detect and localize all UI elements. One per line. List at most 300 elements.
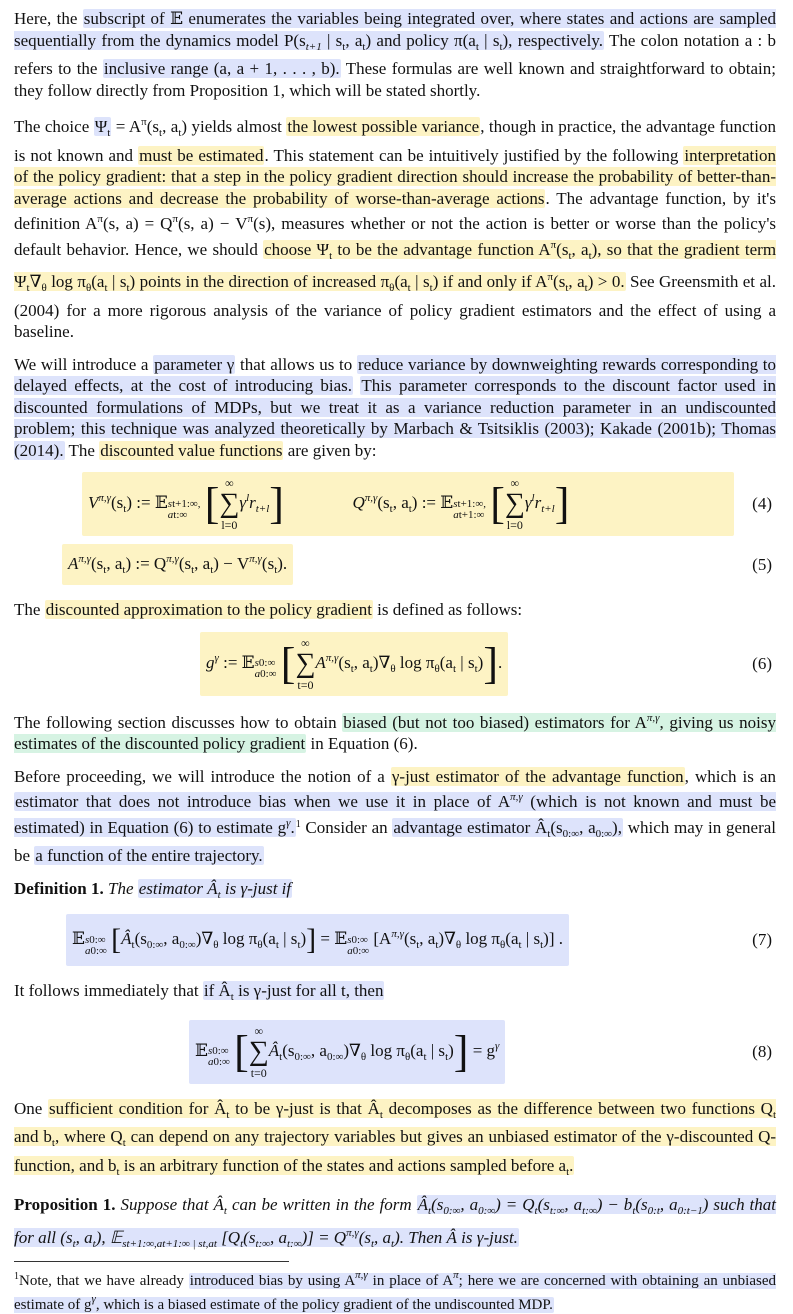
- text-run: [: [111, 923, 122, 956]
- text-run: 0:∞: [89, 933, 106, 946]
- footnote-marker[interactable]: 1: [295, 818, 301, 830]
- text-run: , a: [460, 1195, 479, 1214]
- text-run: g: [206, 652, 215, 672]
- text-run: )∇: [372, 652, 391, 672]
- text-run: (which is not known and must be estimated) in Equation (6) to estimate g: [14, 792, 776, 837]
- definition-1: [14, 878, 776, 907]
- text-run: and b: [14, 1127, 52, 1146]
- text-run: t: [370, 1237, 375, 1250]
- text-run: ]: [483, 638, 498, 688]
- text-run: t: [26, 282, 30, 294]
- text-run: (s: [91, 554, 104, 573]
- text-run: [347, 935, 369, 957]
- text-run: π,γ: [391, 927, 404, 940]
- text-run: , a: [353, 652, 370, 672]
- text-run: We will introduce a: [14, 354, 154, 374]
- text-run: (s: [431, 1195, 444, 1214]
- text-run: t: [104, 282, 108, 294]
- text-run: t: [123, 502, 127, 515]
- text-run: (s, a) − V: [178, 214, 248, 233]
- text-run: (a: [439, 652, 453, 672]
- text-run: ) := 𝔼: [411, 492, 454, 512]
- text-run: (s: [553, 272, 566, 291]
- text-run: ∑: [248, 1035, 269, 1067]
- text-run: t: [226, 1108, 230, 1121]
- text-run: [: [280, 638, 296, 688]
- text-run: [208, 1046, 230, 1068]
- highlight[interactable]: parameter γ: [154, 354, 235, 374]
- text-run: . The advantage function, by it's definition A: [14, 188, 776, 233]
- text-run: t:∞: [173, 508, 188, 521]
- text-run: The choice: [14, 117, 94, 136]
- highlight[interactable]: [392, 817, 623, 840]
- text-run: | s: [456, 652, 475, 672]
- text-run: t: [475, 40, 479, 53]
- text-run: The: [14, 600, 45, 619]
- text-run: 0:∞: [326, 1050, 344, 1063]
- equation-highlight[interactable]: [200, 632, 508, 696]
- text-run: π,γ: [78, 553, 91, 565]
- text-run: introduced bias by using A: [189, 1273, 356, 1289]
- text-run: Q: [352, 492, 365, 512]
- text-run: .: [290, 817, 295, 837]
- proposition-1: [14, 1194, 776, 1255]
- text-run: estimator that does not introduce bias when we use it in place of A: [15, 792, 511, 811]
- paper-page: [14, 8, 776, 1314]
- text-run: 0:∞: [212, 1045, 229, 1058]
- text-run: 0:∞: [90, 944, 107, 957]
- text-run: Suppose that Â: [115, 1195, 224, 1214]
- text-run: is defined as follows:: [372, 600, 523, 619]
- highlight[interactable]: the lowest possible variance: [287, 117, 480, 136]
- text-run: θ: [257, 938, 263, 951]
- text-run: ): [448, 1040, 454, 1060]
- text-run: s: [254, 657, 259, 670]
- text-run: is γ-just for all t, then: [233, 981, 384, 1000]
- text-run: = g: [468, 1040, 496, 1060]
- equation-number: (7): [752, 930, 772, 949]
- text-run: | s: [410, 272, 430, 291]
- text-run: r: [534, 492, 542, 512]
- text-run: t: [547, 827, 551, 840]
- text-run: t: [474, 662, 478, 675]
- text-run: (a: [91, 272, 105, 291]
- text-run: Note, that we have already: [19, 1273, 189, 1289]
- text-run: )∇: [343, 1040, 361, 1060]
- text-run: t=0: [250, 1065, 267, 1080]
- text-run: t: [632, 1205, 636, 1217]
- text-run: t: [391, 1237, 395, 1250]
- text-run: .: [497, 652, 503, 672]
- highlight[interactable]: [203, 981, 385, 1003]
- text-run: ), respectively.: [502, 30, 603, 50]
- text-run: π: [453, 1269, 459, 1281]
- paragraph-gamma: [14, 354, 776, 462]
- text-run: log π: [46, 272, 86, 291]
- text-run: Â: [417, 1195, 429, 1214]
- text-run: t: [342, 40, 346, 53]
- text-run: , a: [564, 1195, 583, 1214]
- text-run: 0:∞: [478, 1205, 496, 1217]
- text-run: = 𝔼: [316, 928, 348, 948]
- text-run: t: [279, 1050, 283, 1063]
- text-run: π: [247, 213, 254, 225]
- text-run: t: [116, 1165, 120, 1178]
- text-run: is an arbitrary function of the states and actions sampled before a: [119, 1155, 567, 1175]
- text-run: t: [223, 1205, 227, 1217]
- text-run: biased (but not too biased) estimators for A: [343, 712, 647, 732]
- text-run: [: [490, 479, 505, 528]
- text-run: π,γ: [646, 711, 660, 724]
- text-run: t: [416, 938, 420, 951]
- text-run: t: [534, 1205, 538, 1217]
- text-run: 0:∞: [352, 944, 370, 957]
- equation-number: (4): [752, 494, 772, 513]
- text-run: ),: [612, 817, 622, 837]
- text-run: (s: [556, 239, 569, 259]
- text-run: t: [297, 938, 301, 951]
- highlight[interactable]: interpretation of the policy gradient: that a step in the policy gradient direction should increase the probability of better-than-average actions and decrease the probability of worse-than-average actions: [14, 145, 776, 208]
- highlight[interactable]: This parameter corresponds to the discount factor used in discounted formulations of MDPs, but we treat it as a variance reduction parameter in an undiscounted problem; this technique was analyzed theoretically by Marbach & Tsitsiklis (2003); Kakade (2001b); Thomas (2014).: [14, 376, 777, 460]
- text-run: The: [64, 440, 100, 460]
- text-run: γ: [91, 1293, 96, 1305]
- text-run: , a: [659, 1195, 678, 1214]
- text-run: .: [569, 1155, 574, 1175]
- text-run: t: [240, 1237, 244, 1250]
- text-run: Â: [268, 1040, 280, 1060]
- text-run: (s: [146, 117, 159, 136]
- highlight[interactable]: a function of the entire trajectory.: [35, 846, 263, 865]
- text-run: t: [107, 127, 111, 139]
- text-run: | s: [189, 1237, 203, 1250]
- text-run: γ: [239, 492, 247, 512]
- paragraph-discounted-approx: [14, 599, 776, 621]
- text-run: t: [499, 40, 503, 53]
- text-run: t: [72, 1237, 76, 1250]
- highlight[interactable]: [94, 117, 112, 139]
- text-run: 0:t−1: [677, 1205, 703, 1217]
- text-run: V: [88, 492, 99, 512]
- text-run: Proposition 1.: [14, 1195, 116, 1214]
- text-run: l: [246, 491, 250, 504]
- text-run: , which is a biased estimate of the policy gradient of the undiscounted MDP.: [95, 1297, 553, 1313]
- text-run: t: [407, 282, 411, 294]
- text-run: (a: [394, 272, 408, 291]
- text-run: t+1:∞: [162, 1237, 190, 1250]
- text-run: to be the advantage function A: [332, 239, 551, 259]
- equation-highlight[interactable]: [189, 1020, 505, 1084]
- text-run: π,γ: [346, 1226, 359, 1239]
- text-run: t: [423, 1050, 427, 1063]
- text-run: , a: [568, 272, 585, 291]
- text-run: = A: [111, 117, 142, 136]
- text-run: | s: [521, 928, 541, 948]
- text-run: 0:∞: [179, 938, 196, 951]
- equation-highlight[interactable]: [82, 472, 734, 536]
- text-run: ∇: [29, 272, 42, 291]
- text-run: Consider an: [300, 817, 393, 837]
- text-run: t: [588, 249, 592, 262]
- text-run: , a: [162, 117, 179, 136]
- text-run: ]: [269, 479, 284, 528]
- text-run: t: [369, 662, 373, 675]
- text-run: log π: [366, 1040, 405, 1060]
- highlight[interactable]: γ-just estimator of the advantage function: [391, 766, 684, 786]
- text-run: (s: [282, 1040, 295, 1060]
- text-run: t: [159, 127, 163, 139]
- text-run: t+1:∞: [458, 508, 485, 521]
- text-run: , a: [106, 554, 123, 573]
- text-run: ): [300, 928, 307, 948]
- text-run: θ: [85, 282, 92, 294]
- text-run: (s: [261, 554, 275, 573]
- equation-highlight[interactable]: [62, 544, 293, 585]
- text-run: t:∞: [549, 1205, 565, 1217]
- text-run: [A: [373, 928, 392, 948]
- text-run: ]: [554, 479, 570, 528]
- text-run: t+1: [305, 40, 322, 53]
- text-run: , though in practice, the advantage function is not known and: [14, 117, 776, 165]
- text-run: (s: [550, 817, 563, 837]
- text-run: t: [274, 564, 278, 576]
- text-run: . This statement can be intuitively justified by the following: [264, 145, 684, 165]
- text-run: t: [103, 564, 107, 576]
- text-run: ∑: [219, 488, 240, 519]
- text-run: s: [453, 497, 458, 510]
- highlight[interactable]: must be estimated: [139, 145, 264, 165]
- text-run: 𝔼: [195, 1040, 208, 1060]
- text-run: decomposes as the difference between two functions Q: [382, 1098, 773, 1118]
- text-run: [Q: [216, 1227, 241, 1247]
- text-run: π: [550, 238, 557, 251]
- text-run: γ: [495, 1039, 500, 1052]
- text-run: t: [217, 888, 221, 901]
- text-run: l=0: [506, 518, 523, 532]
- text-run: ) − V: [213, 554, 250, 573]
- text-run: )] .: [543, 928, 563, 948]
- text-run: Before proceeding, we will introduce the notion of a: [14, 766, 391, 786]
- text-run: ∞: [510, 476, 520, 490]
- text-run: π,γ: [355, 1269, 368, 1281]
- text-run: 𝔼: [72, 928, 85, 948]
- text-run: [255, 658, 277, 680]
- text-run: ): [477, 652, 484, 672]
- text-run: π,γ: [364, 491, 378, 504]
- text: These formulas are well known and straightforward to obtain; they follow directly from Proposition 1, which will be stated shortly.: [14, 59, 776, 100]
- text-run: t+l: [255, 502, 270, 515]
- text-run: t:∞: [287, 1237, 302, 1250]
- text-run: θ: [455, 938, 462, 951]
- text-run: sufficient condition for Â: [49, 1098, 227, 1118]
- text-run: ∑: [295, 647, 316, 679]
- text: The colon notation a : b refers to the: [14, 30, 777, 78]
- equation-number: (6): [752, 653, 772, 673]
- text-run: θ: [41, 282, 47, 294]
- text-run: t: [178, 127, 182, 139]
- text-run: 0:∞: [294, 1050, 311, 1063]
- text-run: ∞: [254, 1023, 264, 1038]
- text-run: t: [329, 249, 333, 262]
- text-run: θ: [390, 662, 396, 675]
- text-run: t: [131, 938, 135, 951]
- text-run: π,γ: [166, 553, 179, 565]
- text-run: ). Then Â is γ-just.: [394, 1227, 518, 1247]
- equation-number: (8): [752, 1041, 772, 1061]
- text-run: s: [207, 1045, 213, 1058]
- text-run: | s: [321, 30, 343, 50]
- text-run: l: [531, 491, 535, 504]
- text-run: 0:∞: [146, 938, 164, 951]
- equation-6: [14, 632, 776, 696]
- text-run: γ: [286, 816, 291, 829]
- text-run: (s: [111, 492, 124, 512]
- text-run: (s: [134, 928, 147, 948]
- text-run: θ: [434, 662, 440, 675]
- text-run: | s: [478, 30, 500, 50]
- highlight[interactable]: discounted approximation to the policy gradient: [45, 600, 372, 619]
- text-run: [505, 476, 525, 532]
- text-run: t=0: [297, 677, 314, 692]
- text-run: It follows immediately that: [14, 981, 203, 1000]
- text-run: The: [103, 878, 138, 898]
- text-run: are given by:: [283, 440, 377, 460]
- text-run: log π: [461, 928, 501, 948]
- text-run: θ: [404, 1050, 411, 1063]
- text-run: See Greensmith et al. (2004) for a more rigorous analysis of the variance of policy gradient estimators and the effect of using a baseline.: [14, 272, 776, 341]
- text-run: log π: [395, 652, 435, 672]
- text-run: γ: [524, 492, 532, 512]
- text-run: ∞: [301, 635, 310, 650]
- text-run: t: [429, 282, 433, 294]
- highlight[interactable]: discounted value functions: [100, 440, 283, 460]
- text-run: t: [435, 938, 439, 951]
- text-run: in place of A: [367, 1273, 454, 1289]
- highlight[interactable]: inclusive range (a, a + 1, . . . , b).: [103, 59, 340, 78]
- highlight[interactable]: [138, 878, 292, 901]
- text-run: )] = Q: [301, 1227, 347, 1247]
- equation-7: [14, 914, 776, 966]
- text-run: a: [254, 668, 261, 681]
- text-run: θ: [213, 938, 219, 951]
- text-run: (s, a) = Q: [102, 214, 173, 233]
- text-run: , a: [75, 1227, 93, 1247]
- text-run: t: [408, 502, 412, 515]
- text-run: A: [68, 554, 79, 573]
- text-run: , a: [374, 1227, 392, 1247]
- text-run: t+1:∞: [457, 497, 484, 510]
- text-run: t: [275, 938, 279, 951]
- text-run: , a: [310, 1040, 327, 1060]
- text-run: | s: [426, 1040, 446, 1060]
- text-run: ; here we are concerned with obtaining an unbiased estimate of g: [14, 1273, 776, 1313]
- text-run: t: [92, 1237, 96, 1250]
- text-run: ), so that the gradient term Ψ: [14, 239, 777, 291]
- text-run: ) and policy π(a: [365, 30, 476, 50]
- text-run: t: [210, 564, 214, 576]
- footnote-rule: [14, 1261, 289, 1262]
- text-run: ) points in the direction of increased π: [129, 272, 390, 291]
- text-run: π,γ: [98, 491, 111, 504]
- text-run: is γ-just if: [220, 878, 292, 898]
- text-run: , a: [163, 928, 180, 948]
- highlight[interactable]: [14, 1098, 777, 1178]
- text-run: π: [97, 213, 103, 225]
- text-run: t+1:∞: [126, 1237, 155, 1250]
- text-run: [: [234, 1026, 249, 1076]
- text-run: st+1:∞, at:∞: [167, 497, 201, 521]
- text-run: (s), measures whether or not the action is better or worse than the policy's default behavior. Hence, we should: [14, 214, 776, 259]
- text-run: can depend on any trajectory variables but gives an unbiased estimator of the γ-discounted Q-function, and b: [14, 1127, 777, 1175]
- text-run: 0:∞: [260, 668, 277, 681]
- paragraph-advantage: [14, 112, 776, 343]
- text-run: t: [350, 662, 354, 675]
- text-run: Â: [121, 928, 132, 948]
- paragraph-subscript: [14, 8, 776, 101]
- text-run: 0:t: [647, 1205, 660, 1217]
- text-run: , which is an: [684, 766, 776, 786]
- text-run: ,a: [205, 1237, 214, 1250]
- text-run: a: [207, 1056, 214, 1069]
- text-run: s: [167, 497, 173, 510]
- paragraph-follows: [14, 980, 776, 1009]
- equation-highlight[interactable]: [66, 914, 569, 966]
- text-run: ) := Q: [125, 554, 167, 573]
- text-run: t:∞: [582, 1205, 597, 1217]
- text-run: [219, 476, 239, 532]
- text-run: π: [547, 271, 554, 283]
- equation-number: (5): [752, 554, 772, 574]
- equation-8: [14, 1020, 776, 1084]
- text-run: l=0: [221, 518, 238, 532]
- text-run: t: [566, 1165, 570, 1178]
- text-run: [249, 1024, 269, 1080]
- text-run: ), 𝔼: [95, 1227, 123, 1247]
- text-run: ) − b: [596, 1195, 633, 1214]
- text-run: , where Q: [54, 1127, 123, 1146]
- paragraph-gamma-just: [14, 766, 776, 867]
- text-run: The following section discusses how to obtain: [14, 712, 343, 732]
- text-run: 0:∞: [213, 1056, 230, 1069]
- text-run: ) if and only if A: [432, 272, 548, 291]
- text-run: π: [172, 213, 179, 225]
- text-run: a: [347, 944, 353, 957]
- text-run: t: [445, 1050, 449, 1063]
- text-run: to be γ-just is that Â: [229, 1098, 380, 1118]
- text-run: t: [362, 40, 366, 53]
- text-run: t: [379, 1108, 383, 1121]
- text-run: t: [126, 282, 130, 294]
- text-run: t: [772, 1108, 776, 1121]
- text-run: π: [141, 116, 147, 128]
- text-run: )∇: [195, 928, 214, 948]
- text-run: t: [584, 282, 588, 294]
- text-run: a: [453, 508, 459, 521]
- highlight[interactable]: reduce variance by downweighting rewards corresponding to delayed effects, at the cost of introducing bias.: [14, 354, 777, 395]
- text-run: choose Ψ: [264, 239, 330, 259]
- text-run: , a: [392, 492, 409, 512]
- paragraph-sufficient-condition: [14, 1098, 776, 1184]
- text-run: [85, 935, 107, 957]
- text-run: s: [84, 933, 90, 946]
- text-run: , giving us noisy estimates of the discounted policy gradient: [14, 712, 776, 753]
- text-run: subscript of 𝔼 enumerates the variables being integrated over, where states and actions are sampled sequentially from the dynamics model P(s: [14, 9, 776, 50]
- text-run: , a: [194, 554, 211, 573]
- text-run: t: [213, 1237, 217, 1250]
- text-run: ∑: [504, 488, 525, 519]
- text-run: π,γ: [325, 651, 339, 664]
- text-run: t: [389, 502, 393, 515]
- text-run: t: [540, 938, 544, 951]
